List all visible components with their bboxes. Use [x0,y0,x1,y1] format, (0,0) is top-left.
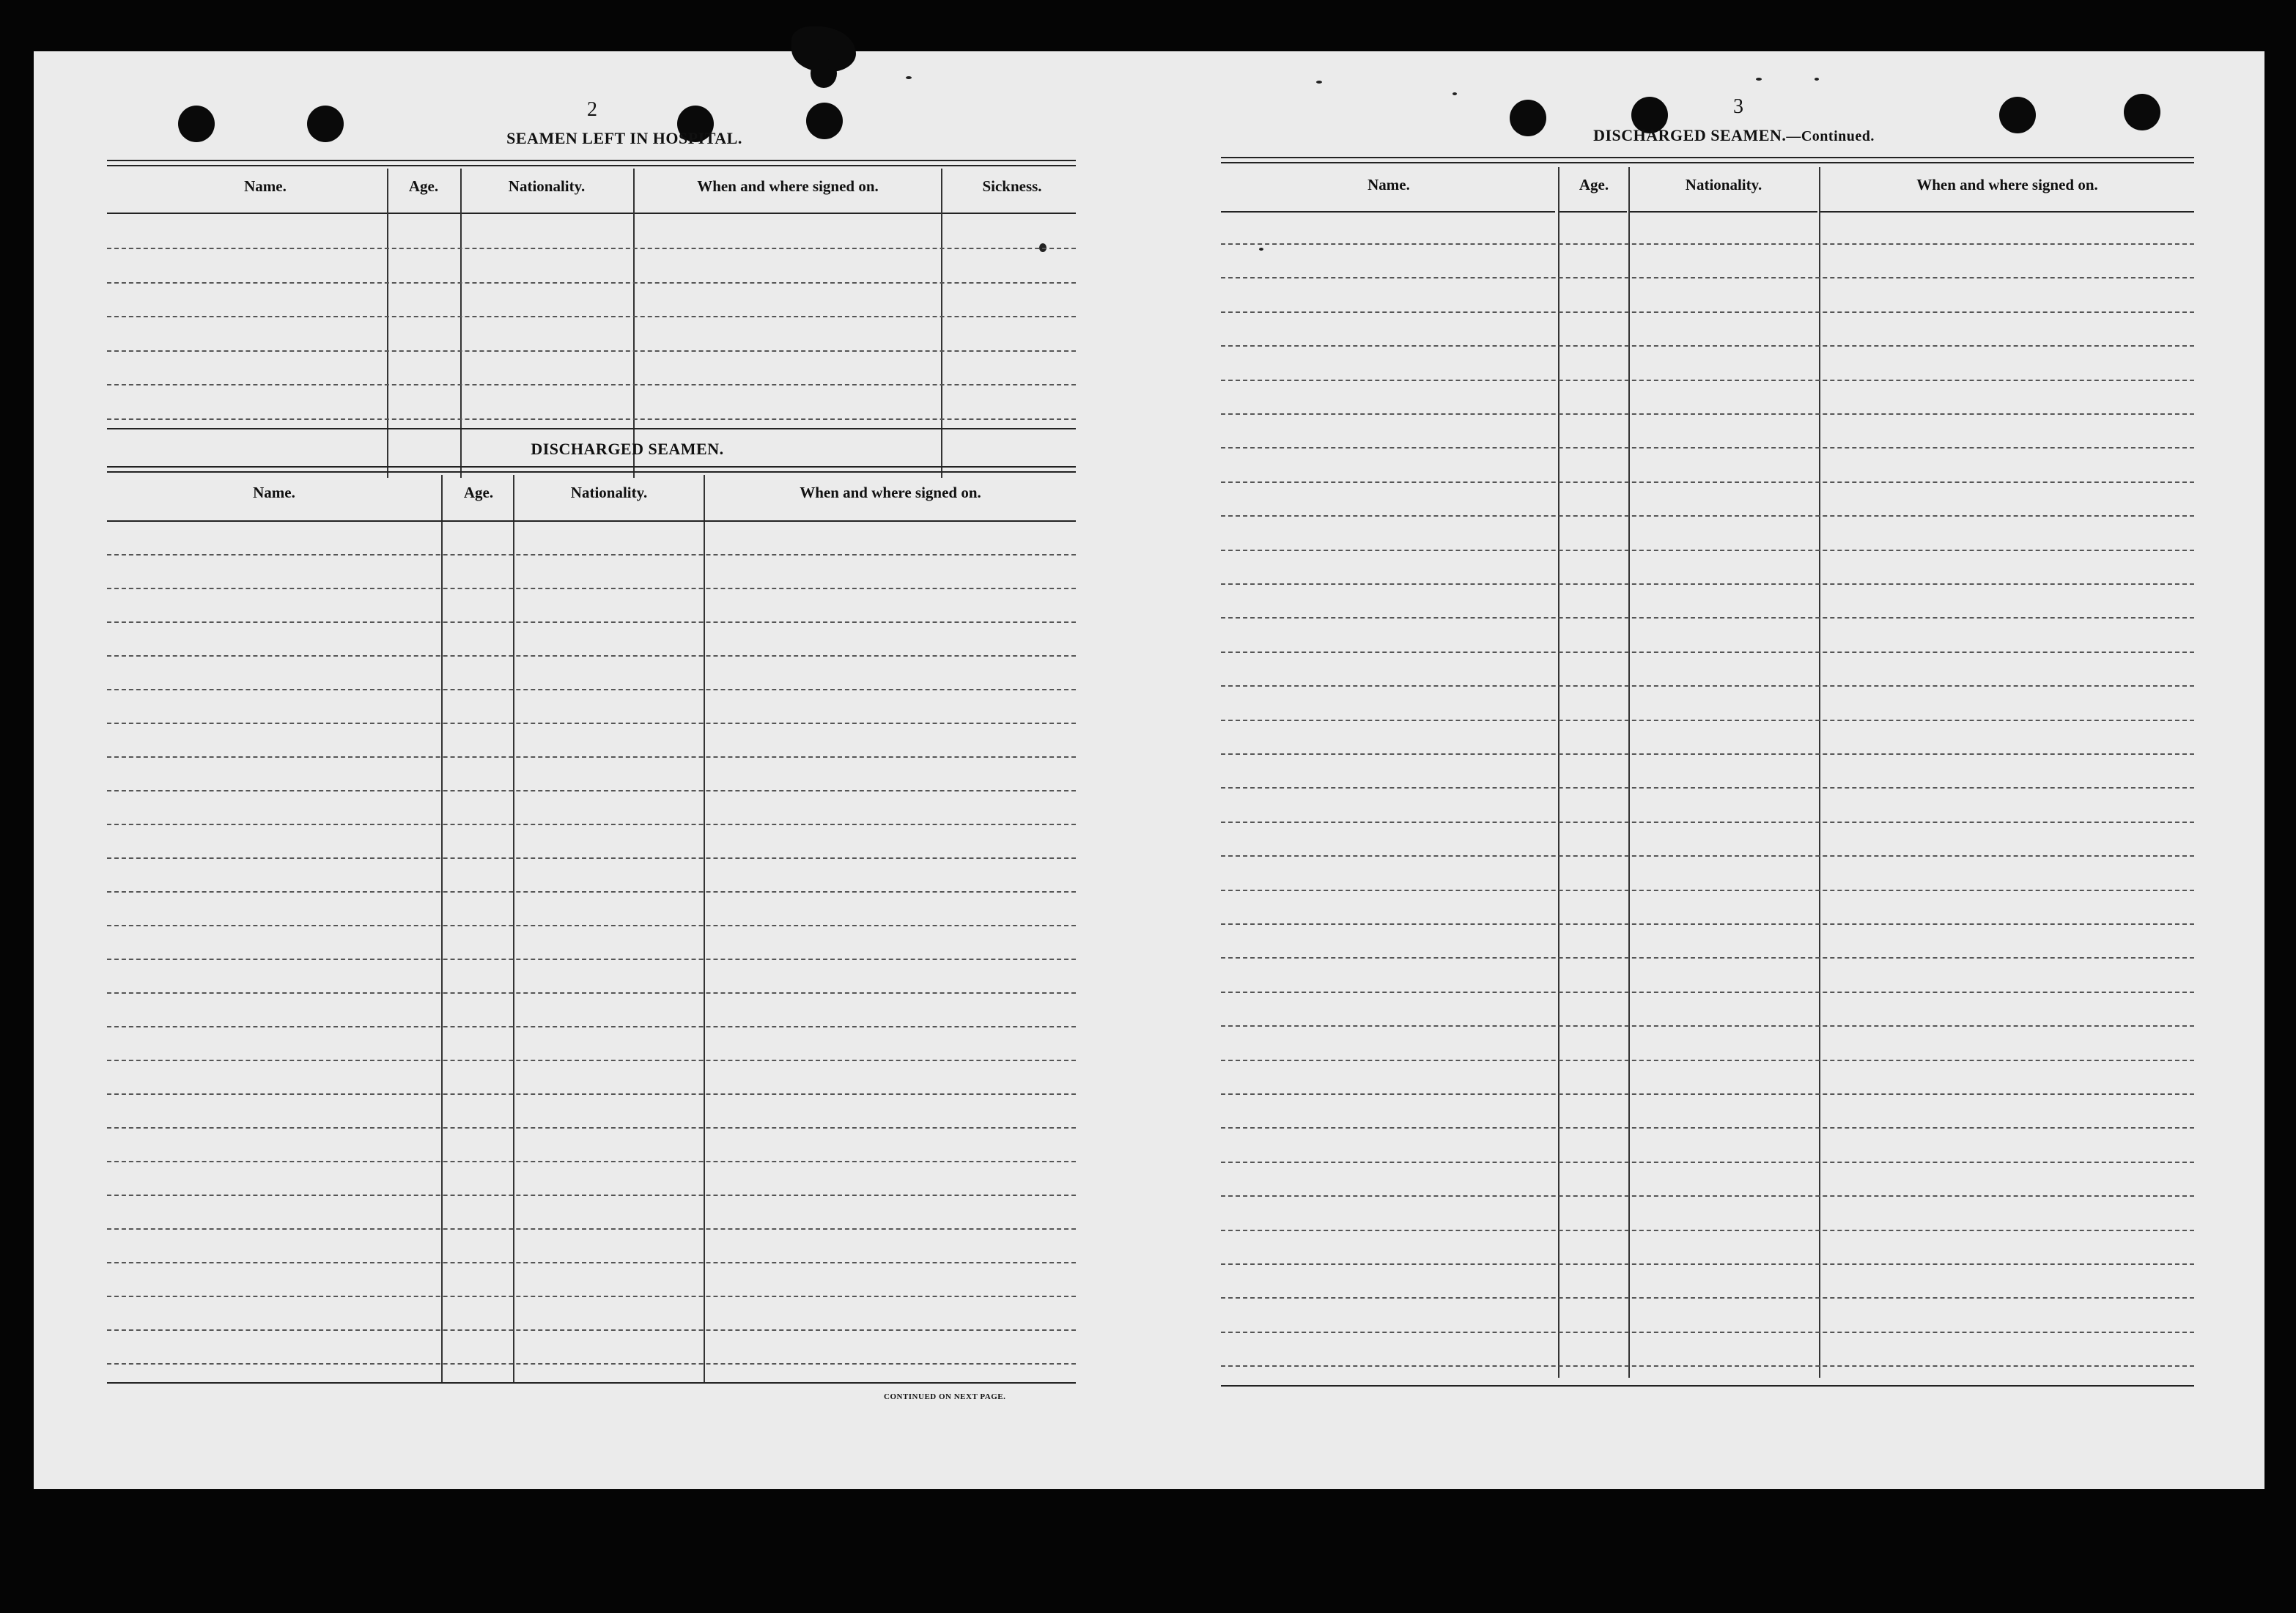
blank-entry-line [107,282,1076,284]
blank-entry-line [107,756,1076,758]
header-underline [107,520,1076,522]
col-header-age: Age. [408,177,439,195]
col-header-age: Age. [463,484,494,501]
col-header-signed-on: When and where signed on. [697,177,879,195]
blank-entry-line [1221,1230,2194,1231]
blank-entry-line [107,1195,1076,1196]
blank-entry-line [1221,685,2194,687]
blank-entry-line [1221,1332,2194,1333]
blank-entry-line [1221,583,2194,585]
blank-entry-line [107,925,1076,926]
blank-entry-line [1221,277,2194,278]
blank-entry-line [1221,1127,2194,1129]
blank-entry-line [1221,1060,2194,1061]
blank-entry-line [107,554,1076,555]
header-underline [388,213,460,214]
blank-entry-line [1221,855,2194,857]
column-divider [704,475,705,1382]
blank-entry-line [1221,652,2194,653]
col-header-name: Name. [253,484,295,501]
blank-entry-line [107,824,1076,825]
blank-entry-line [1221,1365,2194,1367]
blank-entry-line [107,1262,1076,1263]
header-underline [462,213,633,214]
col-header-nationality: Nationality. [1685,176,1762,193]
blank-entry-line [1221,822,2194,823]
blank-entry-line [1221,957,2194,959]
blank-entry-line [1221,311,2194,313]
blank-entry-line [1221,447,2194,449]
blank-entry-line [107,316,1076,317]
blank-entry-line [107,857,1076,859]
section-title-discharged-continued [1551,126,1917,145]
section-title-discharged: DISCHARGED SEAMEN. [531,440,724,458]
col-header-signed-on: When and where signed on. [1916,176,2098,193]
blank-entry-line [1221,1093,2194,1095]
blank-entry-line [107,1296,1076,1297]
header-underline [1221,211,1555,213]
blank-entry-line [1221,1195,2194,1197]
column-divider [441,475,443,1382]
header-underline [1559,211,1627,213]
blank-entry-line [107,689,1076,690]
continued-bottom-rule [1221,1385,2194,1387]
blank-entry-line [107,1329,1076,1331]
column-divider [633,169,635,478]
page-number: 2 [587,98,597,121]
blank-entry-line [107,350,1076,352]
blank-entry-line [107,384,1076,385]
blank-entry-line [107,248,1076,249]
col-header-nationality: Nationality. [570,484,648,501]
blank-entry-line [107,1228,1076,1230]
col-header-sickness: Sickness. [982,177,1042,195]
blank-entry-line [1221,345,2194,347]
blank-entry-line [107,621,1076,623]
header-underline [942,213,1076,214]
discharged-bottom-rule [107,1382,1076,1384]
blank-entry-line [107,418,1076,420]
blank-entry-line [1221,1025,2194,1027]
blank-entry-line [107,1060,1076,1061]
blank-entry-line [1221,720,2194,721]
continued-note: CONTINUED ON NEXT PAGE. [884,1392,1006,1401]
blank-entry-line [1221,787,2194,789]
blank-entry-line [1221,923,2194,925]
blank-entry-line [107,992,1076,994]
blank-entry-line [107,588,1076,589]
header-underline [1630,211,1817,213]
blank-entry-line [1221,550,2194,551]
discharged-top-rule [107,466,1076,473]
blank-entry-line [1221,243,2194,245]
blank-entry-line [107,655,1076,657]
right-page [1133,51,2264,1489]
blank-entry-line [107,1161,1076,1162]
blank-entry-line [1221,1263,2194,1265]
blank-entry-line [1221,992,2194,993]
blank-entry-line [107,1127,1076,1129]
blank-entry-line [107,891,1076,893]
col-header-nationality: Nationality. [508,177,586,195]
title-main: DISCHARGED SEAMEN. [1593,126,1787,144]
header-underline [1820,211,2194,213]
blank-entry-line [1221,753,2194,755]
column-divider [941,169,942,478]
blank-entry-line [1221,515,2194,517]
blank-entry-line [1221,481,2194,483]
hospital-top-rule [107,160,1076,166]
blank-entry-line [1221,617,2194,619]
hospital-bottom-rule [107,428,1076,429]
blank-entry-line [107,790,1076,791]
blank-entry-line [107,723,1076,724]
col-header-signed-on: When and where signed on. [800,484,981,501]
blank-entry-line [1221,413,2194,415]
header-underline [107,213,387,214]
col-header-name: Name. [244,177,287,195]
column-divider [387,169,388,478]
section-title-hospital: SEAMEN LEFT IN HOSPITAL. [506,129,742,147]
col-header-name: Name. [1367,176,1410,193]
blank-entry-line [107,1093,1076,1095]
blank-entry-line [1221,1297,2194,1299]
title-continued: —Continued. [1786,128,1875,144]
blank-entry-line [107,1363,1076,1365]
continued-top-rule [1221,157,2194,163]
form-sheet [34,51,2264,1489]
column-divider [460,169,462,478]
blank-entry-line [107,1026,1076,1027]
blank-entry-line [1221,1162,2194,1163]
left-page [34,51,1133,1489]
col-header-age: Age. [1579,176,1609,193]
column-divider [513,475,514,1382]
blank-entry-line [1221,890,2194,891]
blank-entry-line [107,959,1076,960]
page-number: 3 [1733,95,1743,118]
header-underline [635,213,941,214]
blank-entry-line [1221,380,2194,381]
